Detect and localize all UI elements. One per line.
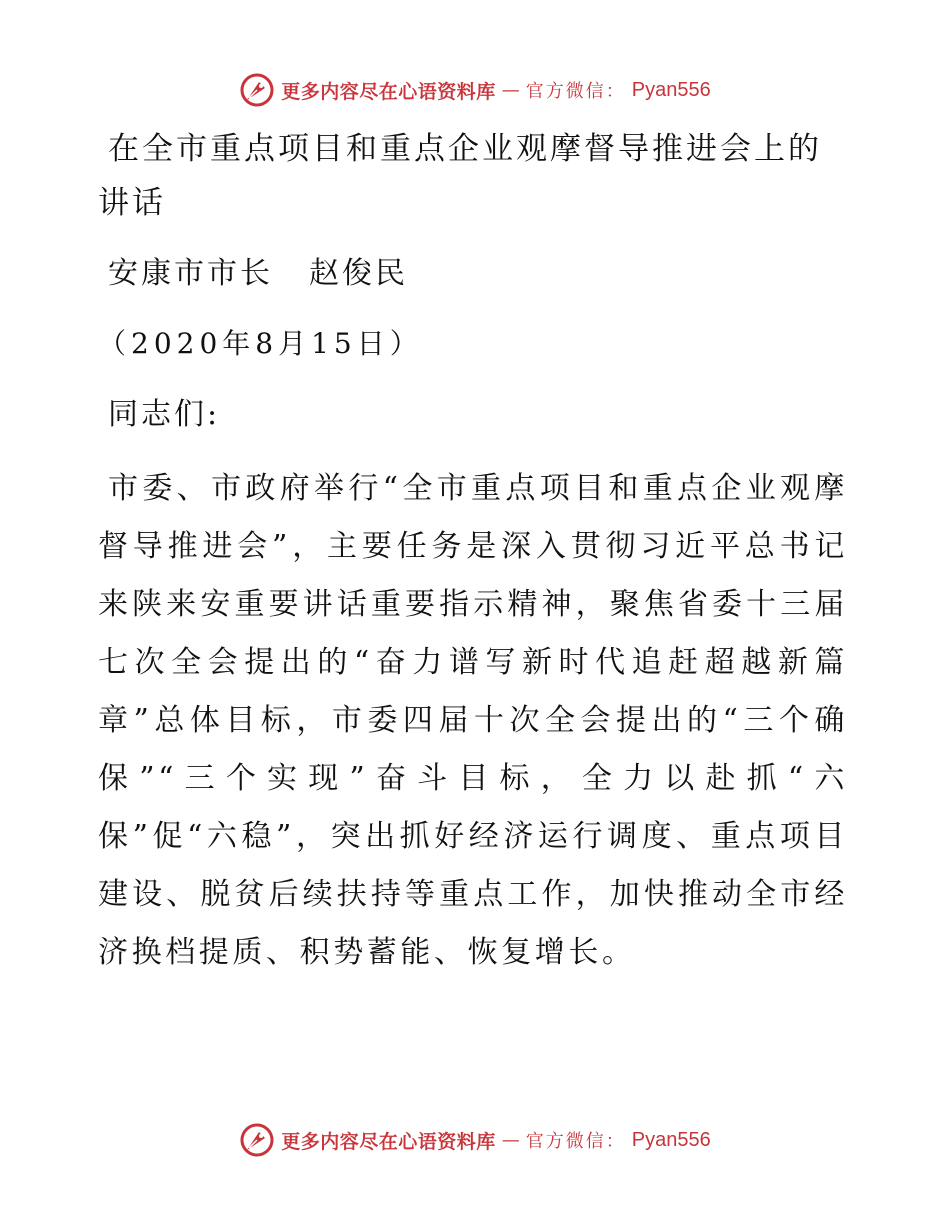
footer-wechat-id: Pyan556 (631, 1128, 711, 1151)
speech-date: （2020年8月15日） (98, 327, 423, 360)
speaker-name: 赵俊民 (309, 256, 408, 291)
pen-nib-logo-icon (239, 1122, 275, 1158)
footer-wechat-label: 官方微信： (525, 1131, 626, 1152)
header-banner (0, 70, 950, 110)
document-body (98, 122, 848, 1012)
speaker-line (98, 252, 848, 296)
header-wechat-label: 官方微信： (525, 81, 626, 102)
footer-banner (0, 1120, 950, 1160)
header-wechat-id: Pyan556 (631, 78, 711, 101)
footer-separator: — (501, 1129, 520, 1151)
pen-nib-logo-icon (239, 72, 275, 108)
document-title: 在全市重点项目和重点企业观摩督导推进会上的讲话 (98, 131, 822, 221)
footer-promo-text: 更多内容尽在心语资料库 (281, 1130, 496, 1153)
greeting: 同志们: (108, 397, 221, 432)
header-promo-text: 更多内容尽在心语资料库 (281, 80, 496, 103)
header-separator: — (501, 79, 520, 101)
speaker-title: 安康市市长 (108, 256, 273, 291)
body-paragraph: 市委、市政府举行“全市重点项目和重点企业观摩督导推进会”，主要任务是深入贯彻习近平总书记来陕来安重要讲话重要指示精神，聚焦省委十三届七次全会提出的“奋力谱写新时代追赶超越新篇章”总体目标，市委四届十次全会提出的“三个确保”“三个实现”奋斗目标，全力以赴抓“六保”促“六稳”，突出抓好经济运行调度、重点项目建设、脱贫后续扶持等重点工作，加快推动全市经济换档提质、积势蓄能、恢复增长。 (98, 471, 848, 970)
